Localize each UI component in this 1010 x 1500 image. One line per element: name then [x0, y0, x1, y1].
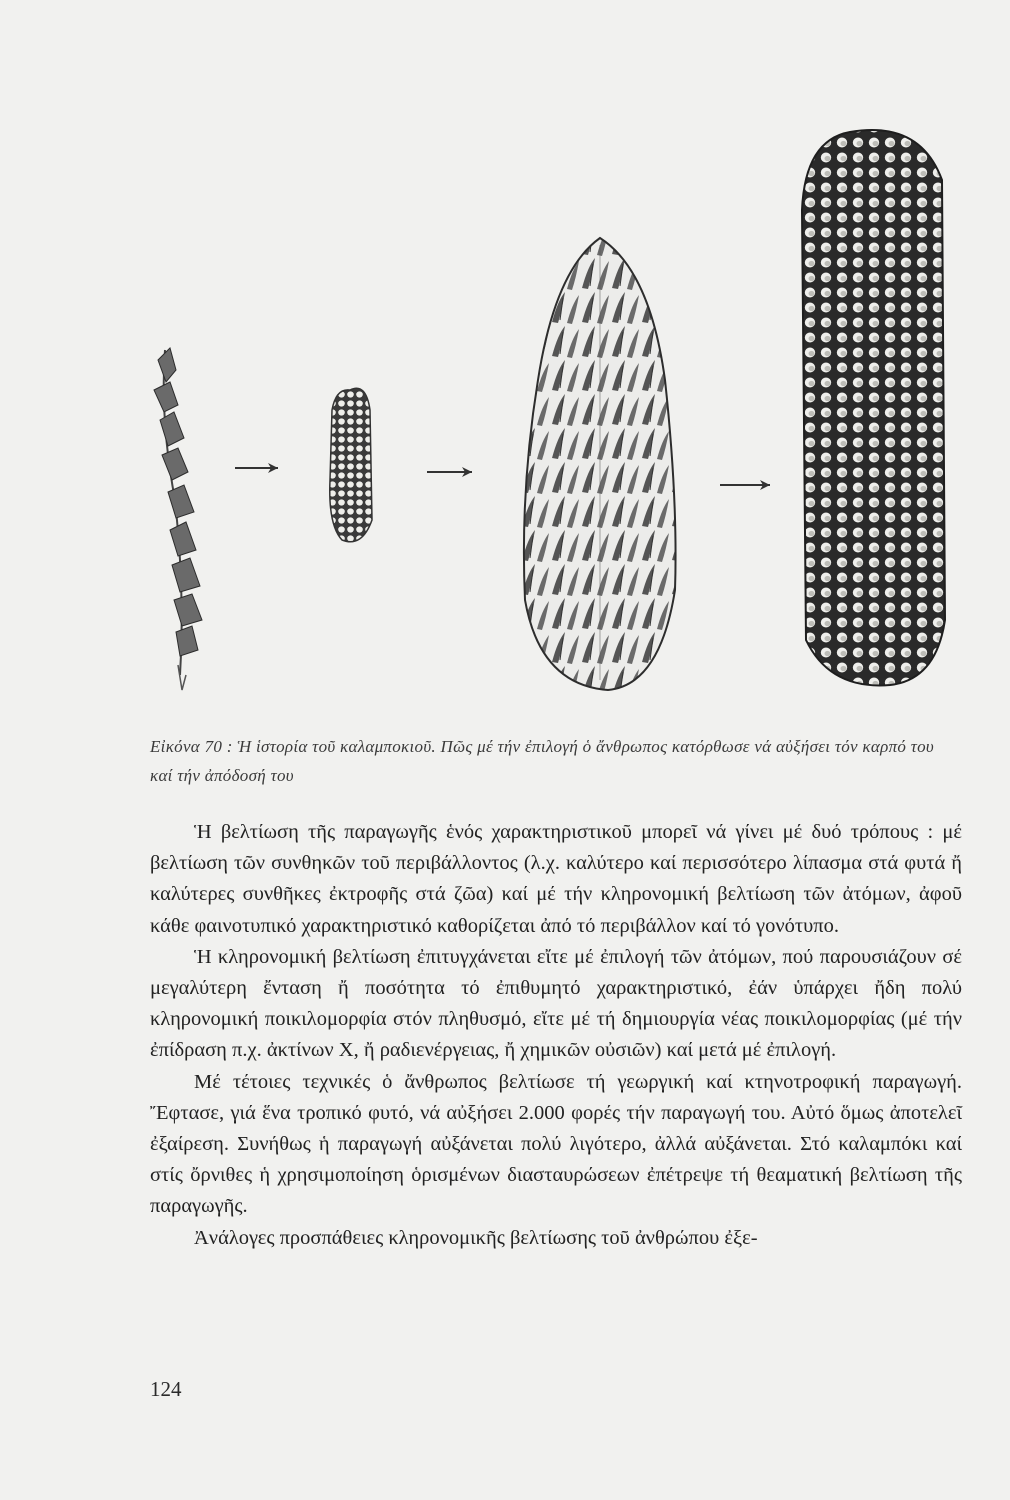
body-text [150, 817, 962, 1254]
figure-caption: Εἰκόνα 70 : Ἡ ἱστορία τοῦ καλαμποκιοῦ. Πῶς μέ τήν ἐπιλογή ὁ ἄνθρωπος κατόρθωσε νά αὐξήσει τόν καρπό του καί τήν ἀπόδοσή του [150, 737, 935, 785]
page-number: 124 [150, 1377, 182, 1401]
modern-corn-cob [802, 130, 945, 685]
intermediate-cob [524, 238, 676, 690]
wild-grass-spike [154, 348, 202, 690]
early-cob [330, 388, 372, 542]
paragraph-3: Μέ τέτοιες τεχνικές ὁ ἄνθρωπος βελτίωσε τή γεωργική καί κτηνοτροφική παραγωγή. Ἔφτασε, γιά ἕνα τροπικό φυτό, νά αὐξήσει 2.000 φορές τήν παραγωγή του. Αὐτό ὅμως ἀποτελεῖ ἐξαίρεση. Συνήθως ἡ παραγωγή αὐξάνεται πολύ λιγότερο, ἀλλά αὐξάνεται. Στό καλαμπόκι καί στίς ὄρνιθες ἡ χρησιμοποίηση ὁρισμένων διασταυρώσεων ἐπέτρεψε τή θεαματική βελτίωση τῆς παραγωγῆς. [150, 1070, 962, 1218]
corn-history-figure [130, 120, 970, 700]
paragraph-2: Ἡ κληρονομική βελτίωση ἐπιτυγχάνεται εἴτε μέ ἐπιλογή τῶν ἀτόμων, πού παρουσιάζουν σέ μεγαλύτερη ἔνταση ἤ ποσότητα τό ἐπιθυμητό χαρακτηριστικό, ἐάν ὑπάρχει ἤδη πολύ κληρονομική ποικιλομορφία στόν πληθυσμό, εἴτε μέ τή δημιουργία νέας ποικιλομορφίας (μέ τήν ἐπίδραση π.χ. ἀκτίνων Χ, ἤ ραδιενέργειας, ἤ χημικῶν οὐσιῶν) καί μετά μέ ἐπιλογή. [150, 945, 962, 1062]
paragraph-4: Ἀνάλογες προσπάθειες κληρονομικῆς βελτίωσης τοῦ ἀνθρώπου ἐξε- [194, 1226, 758, 1249]
paragraph-1: Ἡ βελτίωση τῆς παραγωγῆς ἑνός χαρακτηριστικοῦ μπορεῖ νά γίνει μέ δυό τρόπους : μέ βελτίωση τῶν συνθηκῶν τοῦ περιβάλλοντος (λ.χ. καλύτερο καί περισσότερο λίπασμα στά φυτά ἤ καλύτερες συνθῆκες ἐκτροφῆς στά ζῶα) καί μέ τήν κληρονομική βελτίωση τῶν ἀτόμων, ἀφοῦ κάθε φαινοτυπικό χαρακτηριστικό καθορίζεται ἀπό τό περιβάλλον καί τό γονότυπο. [150, 821, 962, 937]
corn-evolution-illustration [130, 120, 970, 700]
